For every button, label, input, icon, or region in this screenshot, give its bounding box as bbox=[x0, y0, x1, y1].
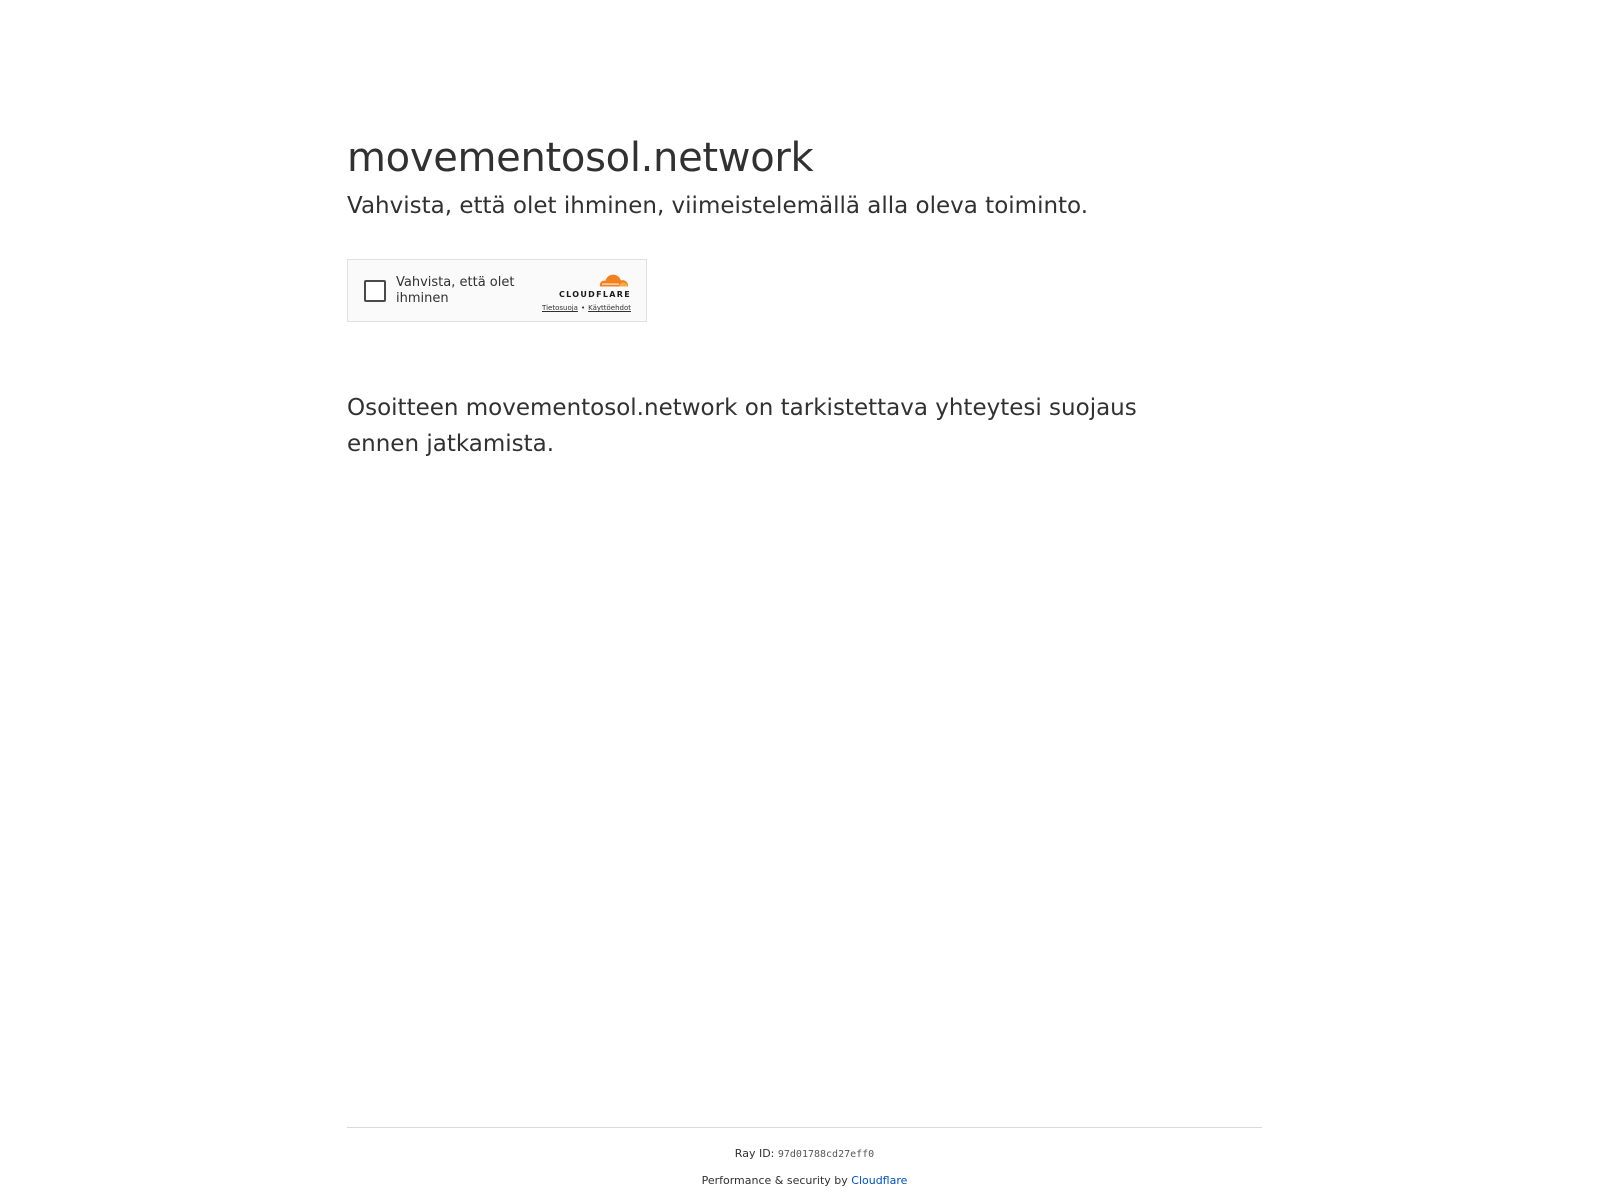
cloudflare-wordmark: CLOUDFLARE bbox=[559, 290, 631, 299]
ray-id bbox=[347, 1146, 1262, 1163]
ray-id-label: Ray ID: bbox=[734, 1147, 775, 1160]
cloudflare-branding bbox=[521, 271, 631, 313]
performance-text: Performance & security by bbox=[701, 1174, 848, 1187]
link-separator: • bbox=[580, 304, 586, 312]
main-content bbox=[347, 130, 1267, 462]
security-description: Osoitteen movementosol.network on tarkistettava yhteytesi suojaus ennen jatkamista. bbox=[347, 395, 1137, 457]
widget-links bbox=[521, 303, 631, 313]
cloudflare-link[interactable]: Cloudflare bbox=[851, 1174, 908, 1187]
performance-credit bbox=[347, 1173, 1262, 1189]
privacy-link[interactable]: Tietosuoja bbox=[542, 304, 578, 312]
checkbox-label[interactable]: Vahvista, että olet ihminen bbox=[396, 275, 515, 306]
page-subtitle: Vahvista, että olet ihminen, viimeistelemällä alla oleva toiminto. bbox=[347, 193, 1089, 219]
human-verify-checkbox[interactable] bbox=[364, 280, 386, 302]
ray-id-value: 97d01788cd27eff0 bbox=[777, 1149, 875, 1160]
turnstile-widget bbox=[347, 259, 647, 322]
footer bbox=[347, 1127, 1262, 1189]
page-title: movementosol.network bbox=[347, 135, 814, 181]
cloudflare-logo-icon bbox=[595, 271, 631, 289]
terms-link[interactable]: Käyttöehdot bbox=[588, 304, 631, 312]
